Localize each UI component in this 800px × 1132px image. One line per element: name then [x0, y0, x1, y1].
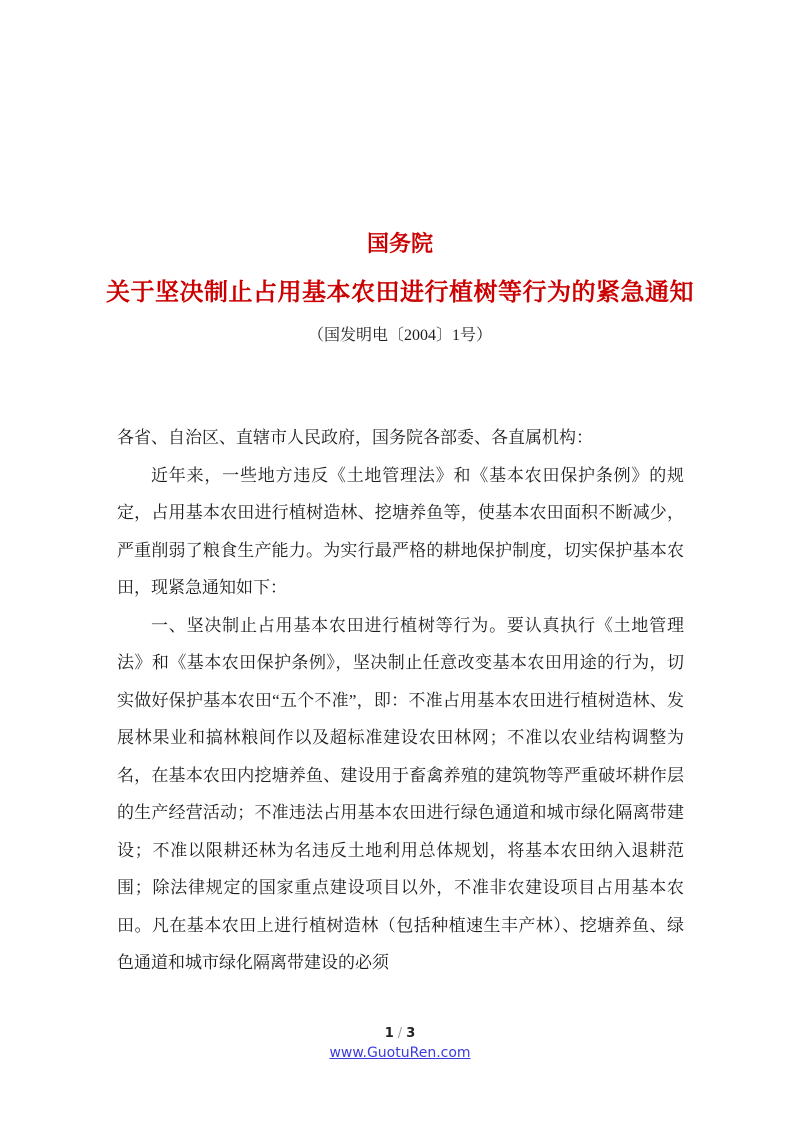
document-number: （国发明电〔2004〕1号）	[307, 327, 492, 344]
body-paragraph-salutation: 各省、自治区、直辖市人民政府，国务院各部委、各直属机构：	[117, 428, 593, 447]
document-body	[117, 419, 684, 982]
document-title: 国务院	[366, 231, 433, 256]
page-separator: /	[397, 1026, 403, 1041]
current-page-number: 1	[384, 1026, 394, 1041]
total-page-count: 3	[406, 1026, 416, 1041]
website-link[interactable]: www.GuotuRen.com	[329, 1045, 471, 1061]
document-subtitle: 关于坚决制止占用基本农田进行植树等行为的紧急通知	[106, 279, 694, 306]
page-indicator	[0, 1025, 800, 1043]
body-paragraph-preamble: 近年来，一些地方违反《土地管理法》和《基本农田保护条例》的规定，占用基本农田进行植树造林、挖塘养鱼等，使基本农田面积不断减少，严重削弱了粮食生产能力。为实行最严格的耕地保护制度，切实保护基本农田，现紧急通知如下：	[117, 465, 684, 597]
body-paragraph-item-one: 一、坚决制止占用基本农田进行植树等行为。要认真执行《土地管理法》和《基本农田保护条例》，坚决制止任意改变基本农田用途的行为，切实做好保护基本农田“五个不准”，即：不准占用基本农田进行植树造林、发展林果业和搞林粮间作以及超标准建设农田林网；不准以农业结构调整为名，在基本农田内挖塘养鱼、建设用于畜禽养殖的建筑物等严重破坏耕作层的生产经营活动；不准违法占用基本农田进行绿色通道和城市绿化隔离带建设；不准以限耕还林为名违反土地利用总体规划，将基本农田纳入退耕范围；除法律规定的国家重点建设项目以外，不准非农建设项目占用基本农田。凡在基本农田上进行植树造林（包括种植速生丰产林）、挖塘养鱼、绿色通道和城市绿化隔离带建设的必须	[117, 615, 684, 972]
page-footer	[0, 1025, 800, 1132]
